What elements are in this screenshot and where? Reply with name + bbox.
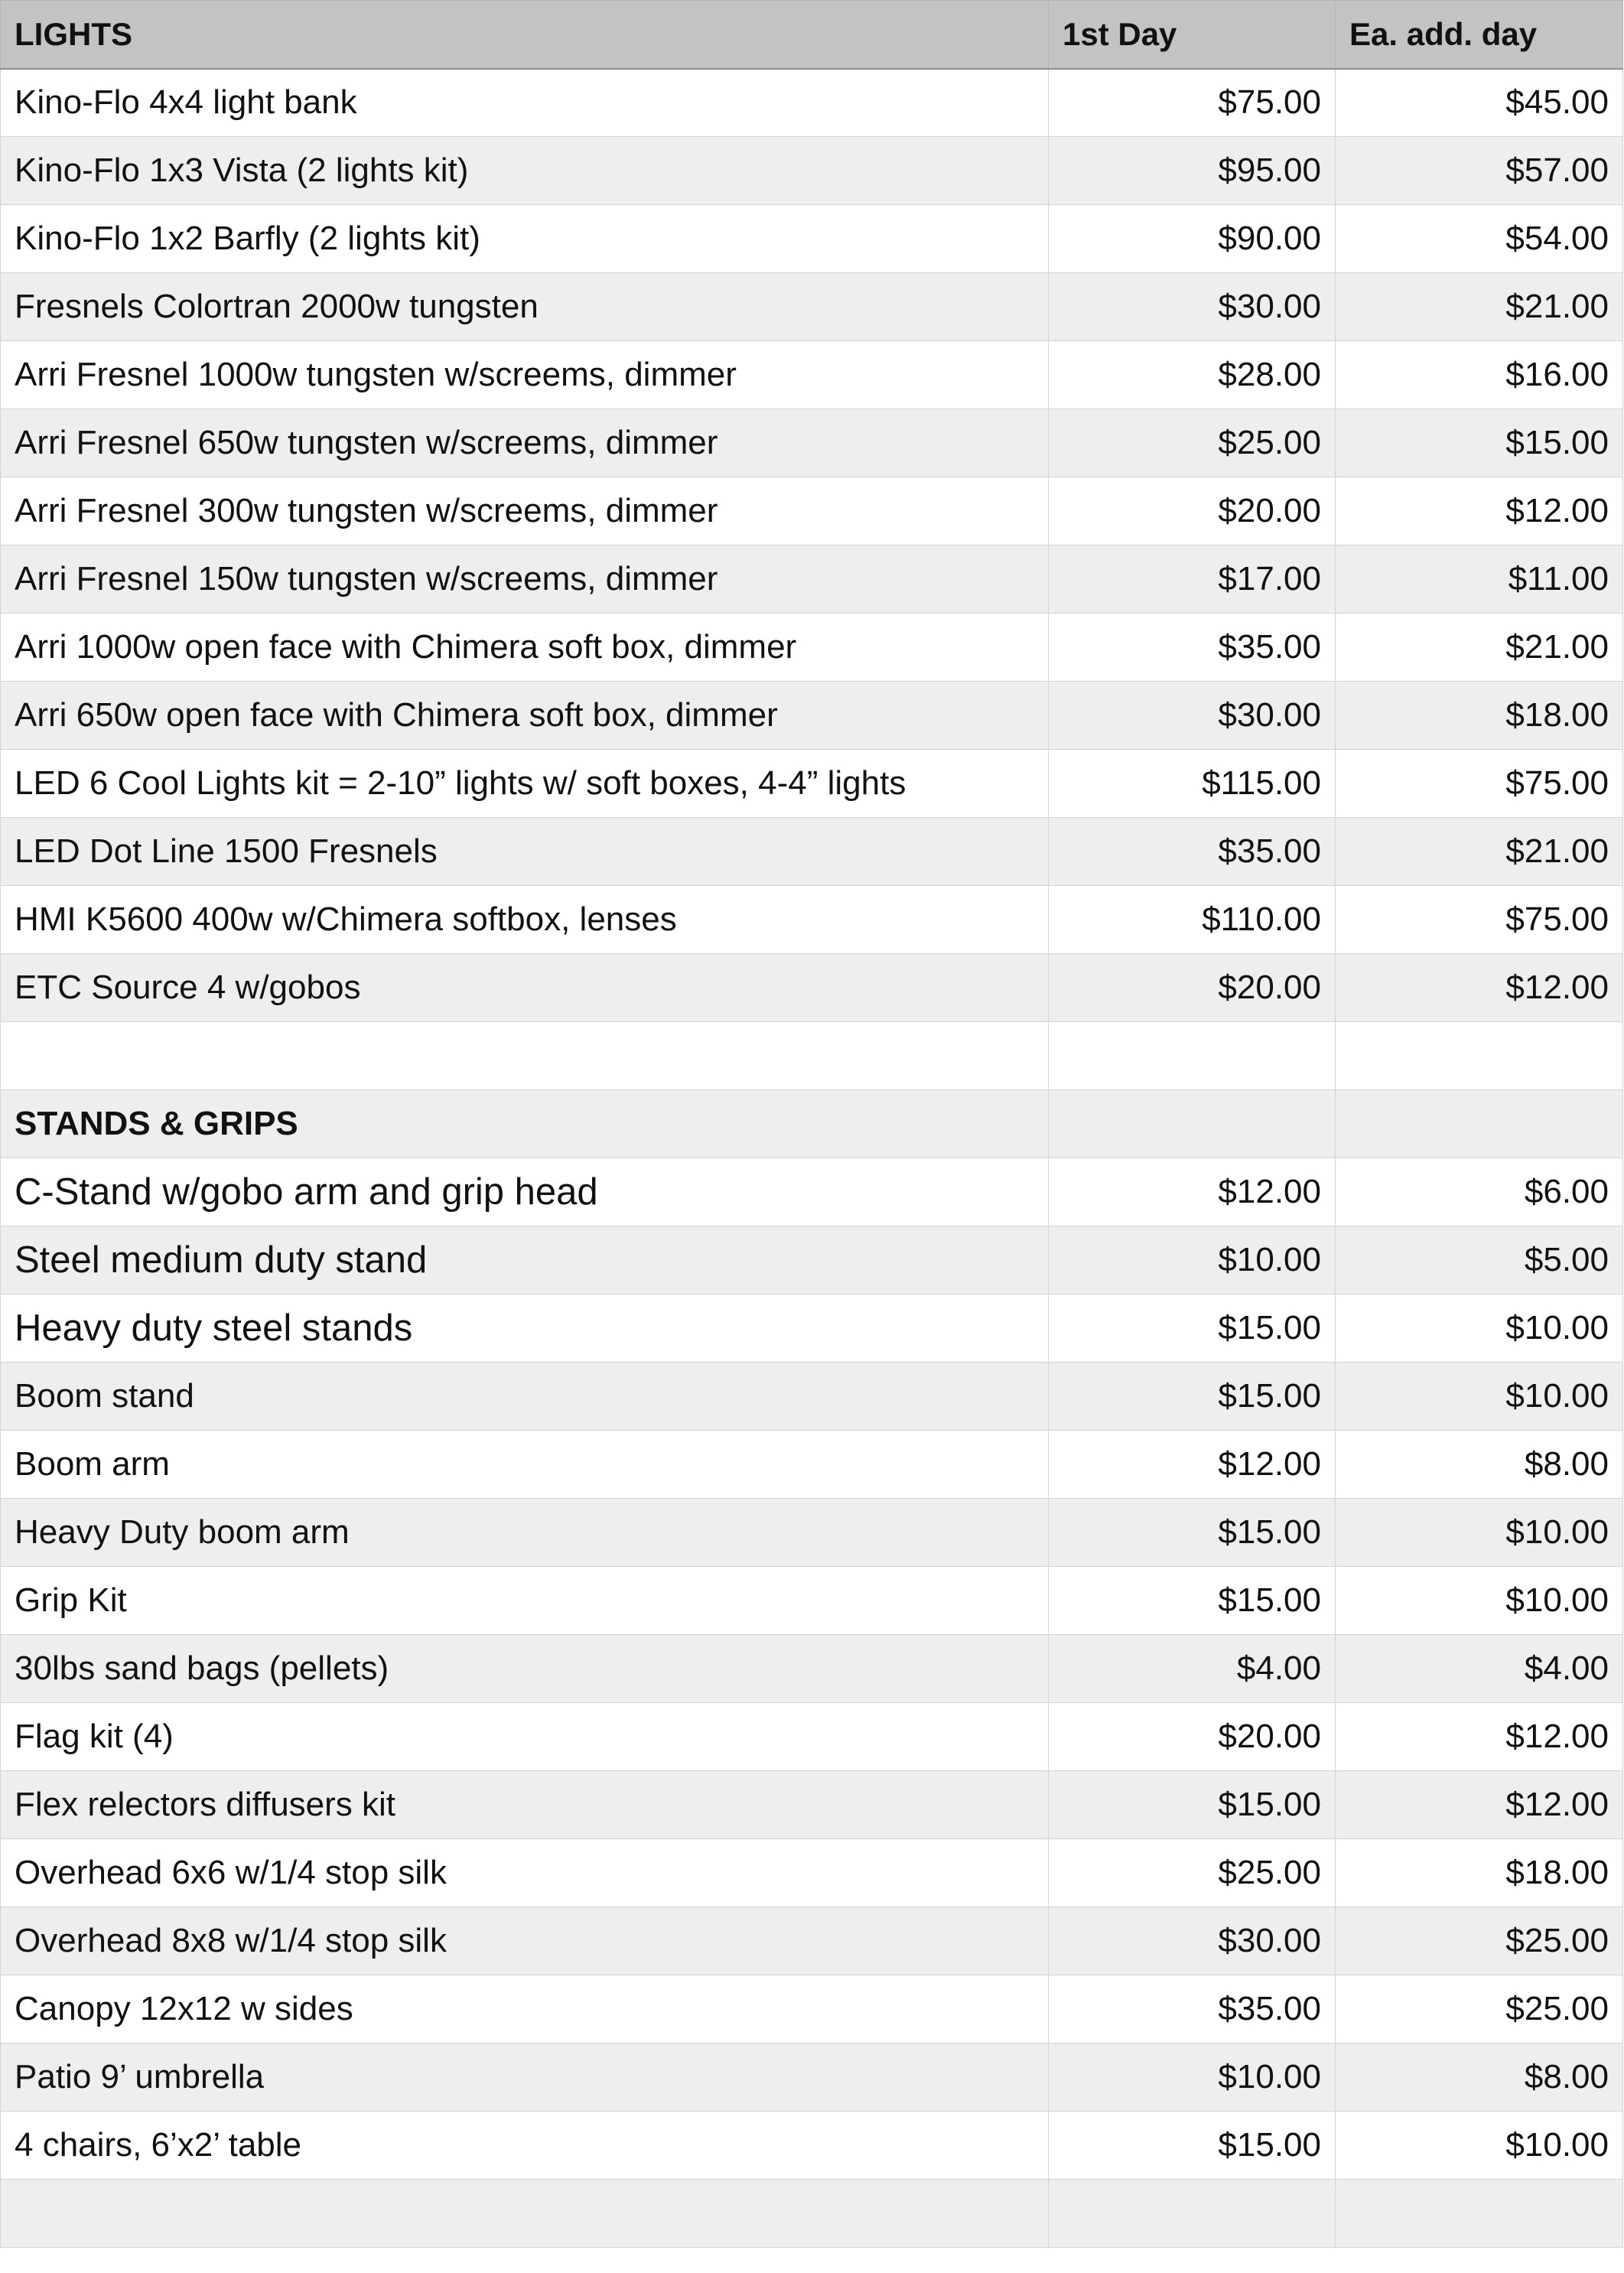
first-day-cell[interactable]: $35.00 [1049, 1975, 1336, 2043]
table-row [1, 545, 1623, 614]
lights-header[interactable]: LIGHTS [1, 1, 1049, 69]
first-day-cell[interactable]: $15.00 [1049, 1294, 1336, 1363]
add-day-cell[interactable]: $5.00 [1336, 1226, 1623, 1294]
first-day-cell[interactable]: $15.00 [1049, 1567, 1336, 1635]
table-row [1, 1363, 1623, 1431]
first-day-cell[interactable]: $4.00 [1049, 1635, 1336, 1703]
stands-grips-header[interactable]: STANDS & GRIPS [1, 1090, 1049, 1158]
table-row [1, 69, 1623, 137]
item-cell[interactable]: Arri Fresnel 150w tungsten w/screems, dimmer [1, 545, 1049, 614]
add-day-cell[interactable]: $15.00 [1336, 409, 1623, 477]
first-day-cell[interactable]: $15.00 [1049, 1771, 1336, 1839]
item-cell[interactable]: Arri 1000w open face with Chimera soft box, dimmer [1, 614, 1049, 682]
table-row [1, 477, 1623, 545]
blank-row [1, 1022, 1623, 1090]
table-row [1, 409, 1623, 477]
first-day-cell[interactable]: $30.00 [1049, 682, 1336, 750]
blank-row [1, 2180, 1623, 2248]
empty-cell[interactable] [1336, 1090, 1623, 1158]
item-cell[interactable]: ETC Source 4 w/gobos [1, 954, 1049, 1022]
table-row [1, 2112, 1623, 2180]
item-cell[interactable]: Heavy duty steel stands [1, 1294, 1049, 1363]
add-day-cell[interactable]: $57.00 [1336, 137, 1623, 205]
table-row [1, 1431, 1623, 1499]
item-cell[interactable]: LED 6 Cool Lights kit = 2-10” lights w/ soft boxes, 4-4” lights [1, 750, 1049, 818]
table-row [1, 341, 1623, 409]
add-day-cell[interactable]: $8.00 [1336, 2043, 1623, 2112]
add-day-cell[interactable]: $25.00 [1336, 1975, 1623, 2043]
first-day-cell[interactable]: $20.00 [1049, 1703, 1336, 1771]
add-day-cell[interactable]: $10.00 [1336, 1363, 1623, 1431]
item-cell[interactable]: Canopy 12x12 w sides [1, 1975, 1049, 2043]
table-row [1, 2043, 1623, 2112]
first-day-cell[interactable]: $12.00 [1049, 1158, 1336, 1226]
first-day-cell[interactable]: $28.00 [1049, 341, 1336, 409]
table-row [1, 1907, 1623, 1975]
item-cell[interactable]: Kino-Flo 1x3 Vista (2 lights kit) [1, 137, 1049, 205]
add-day-cell[interactable]: $75.00 [1336, 886, 1623, 954]
table-row [1, 886, 1623, 954]
empty-cell[interactable] [1049, 1090, 1336, 1158]
item-cell[interactable]: Arri Fresnel 650w tungsten w/screems, dimmer [1, 409, 1049, 477]
each-add-day-header[interactable]: Ea. add. day [1336, 1, 1623, 69]
item-cell[interactable]: Flex relectors diffusers kit [1, 1771, 1049, 1839]
item-cell[interactable]: 30lbs sand bags (pellets) [1, 1635, 1049, 1703]
item-cell[interactable]: Kino-Flo 1x2 Barfly (2 lights kit) [1, 205, 1049, 273]
empty-cell[interactable] [1049, 1022, 1336, 1090]
item-cell[interactable]: C-Stand w/gobo arm and grip head [1, 1158, 1049, 1226]
item-cell[interactable]: Boom arm [1, 1431, 1049, 1499]
add-day-cell[interactable]: $21.00 [1336, 614, 1623, 682]
item-cell[interactable]: Flag kit (4) [1, 1703, 1049, 1771]
table-row [1, 1499, 1623, 1567]
table-row [1, 954, 1623, 1022]
first-day-cell[interactable]: $30.00 [1049, 273, 1336, 341]
empty-cell[interactable] [1336, 2180, 1623, 2248]
add-day-cell[interactable]: $54.00 [1336, 205, 1623, 273]
table-row [1, 273, 1623, 341]
empty-cell[interactable] [1, 2180, 1049, 2248]
add-day-cell[interactable]: $10.00 [1336, 2112, 1623, 2180]
first-day-cell[interactable]: $25.00 [1049, 1839, 1336, 1907]
item-cell[interactable]: Kino-Flo 4x4 light bank [1, 69, 1049, 137]
add-day-cell[interactable]: $16.00 [1336, 341, 1623, 409]
table-row [1, 1226, 1623, 1294]
add-day-cell[interactable]: $12.00 [1336, 954, 1623, 1022]
first-day-cell[interactable]: $20.00 [1049, 954, 1336, 1022]
item-cell[interactable]: Grip Kit [1, 1567, 1049, 1635]
table-row [1, 750, 1623, 818]
first-day-cell[interactable]: $90.00 [1049, 205, 1336, 273]
empty-cell[interactable] [1, 1022, 1049, 1090]
item-cell[interactable]: Overhead 6x6 w/1/4 stop silk [1, 1839, 1049, 1907]
first-day-cell[interactable]: $10.00 [1049, 2043, 1336, 2112]
table-row [1, 1975, 1623, 2043]
item-cell[interactable]: Arri Fresnel 1000w tungsten w/screems, dimmer [1, 341, 1049, 409]
add-day-cell[interactable]: $21.00 [1336, 273, 1623, 341]
add-day-cell[interactable]: $21.00 [1336, 818, 1623, 886]
item-cell[interactable]: Heavy Duty boom arm [1, 1499, 1049, 1567]
header-row [1, 1, 1623, 69]
empty-cell[interactable] [1049, 2180, 1336, 2248]
table-row [1, 818, 1623, 886]
add-day-cell[interactable]: $10.00 [1336, 1567, 1623, 1635]
add-day-cell[interactable]: $25.00 [1336, 1907, 1623, 1975]
first-day-cell[interactable]: $10.00 [1049, 1226, 1336, 1294]
item-cell[interactable]: HMI K5600 400w w/Chimera softbox, lenses [1, 886, 1049, 954]
first-day-cell[interactable]: $30.00 [1049, 1907, 1336, 1975]
first-day-cell[interactable]: $75.00 [1049, 69, 1336, 137]
table-row [1, 137, 1623, 205]
item-cell[interactable]: Overhead 8x8 w/1/4 stop silk [1, 1907, 1049, 1975]
table-row [1, 205, 1623, 273]
add-day-cell[interactable]: $6.00 [1336, 1158, 1623, 1226]
table-row [1, 1703, 1623, 1771]
table-row [1, 682, 1623, 750]
first-day-cell[interactable]: $95.00 [1049, 137, 1336, 205]
first-day-cell[interactable]: $35.00 [1049, 818, 1336, 886]
table-row [1, 1567, 1623, 1635]
table-row [1, 1771, 1623, 1839]
item-cell[interactable]: LED Dot Line 1500 Fresnels [1, 818, 1049, 886]
first-day-cell[interactable]: $115.00 [1049, 750, 1336, 818]
first-day-cell[interactable]: $15.00 [1049, 2112, 1336, 2180]
section-header-row [1, 1090, 1623, 1158]
item-cell[interactable]: 4 chairs, 6’x2’ table [1, 2112, 1049, 2180]
add-day-cell[interactable]: $4.00 [1336, 1635, 1623, 1703]
item-cell[interactable]: Arri 650w open face with Chimera soft box, dimmer [1, 682, 1049, 750]
add-day-cell[interactable]: $10.00 [1336, 1499, 1623, 1567]
table-row [1, 1158, 1623, 1226]
first-day-cell[interactable]: $15.00 [1049, 1499, 1336, 1567]
add-day-cell[interactable]: $11.00 [1336, 545, 1623, 614]
item-cell[interactable]: Arri Fresnel 300w tungsten w/screems, dimmer [1, 477, 1049, 545]
item-cell[interactable]: Patio 9’ umbrella [1, 2043, 1049, 2112]
item-cell[interactable]: Steel medium duty stand [1, 1226, 1049, 1294]
item-cell[interactable]: Boom stand [1, 1363, 1049, 1431]
first-day-cell[interactable]: $35.00 [1049, 614, 1336, 682]
add-day-cell[interactable]: $18.00 [1336, 682, 1623, 750]
empty-cell[interactable] [1336, 1022, 1623, 1090]
first-day-cell[interactable]: $17.00 [1049, 545, 1336, 614]
first-day-header[interactable]: 1st Day [1049, 1, 1336, 69]
add-day-cell[interactable]: $18.00 [1336, 1839, 1623, 1907]
table-row [1, 1635, 1623, 1703]
add-day-cell[interactable]: $12.00 [1336, 477, 1623, 545]
first-day-cell[interactable]: $15.00 [1049, 1363, 1336, 1431]
add-day-cell[interactable]: $12.00 [1336, 1703, 1623, 1771]
table-row [1, 1294, 1623, 1363]
table-row [1, 614, 1623, 682]
first-day-cell[interactable]: $20.00 [1049, 477, 1336, 545]
add-day-cell[interactable]: $12.00 [1336, 1771, 1623, 1839]
table-row [1, 1839, 1623, 1907]
add-day-cell[interactable]: $8.00 [1336, 1431, 1623, 1499]
first-day-cell[interactable]: $110.00 [1049, 886, 1336, 954]
add-day-cell[interactable]: $45.00 [1336, 69, 1623, 137]
item-cell[interactable]: Fresnels Colortran 2000w tungsten [1, 273, 1049, 341]
add-day-cell[interactable]: $10.00 [1336, 1294, 1623, 1363]
first-day-cell[interactable]: $25.00 [1049, 409, 1336, 477]
first-day-cell[interactable]: $12.00 [1049, 1431, 1336, 1499]
add-day-cell[interactable]: $75.00 [1336, 750, 1623, 818]
